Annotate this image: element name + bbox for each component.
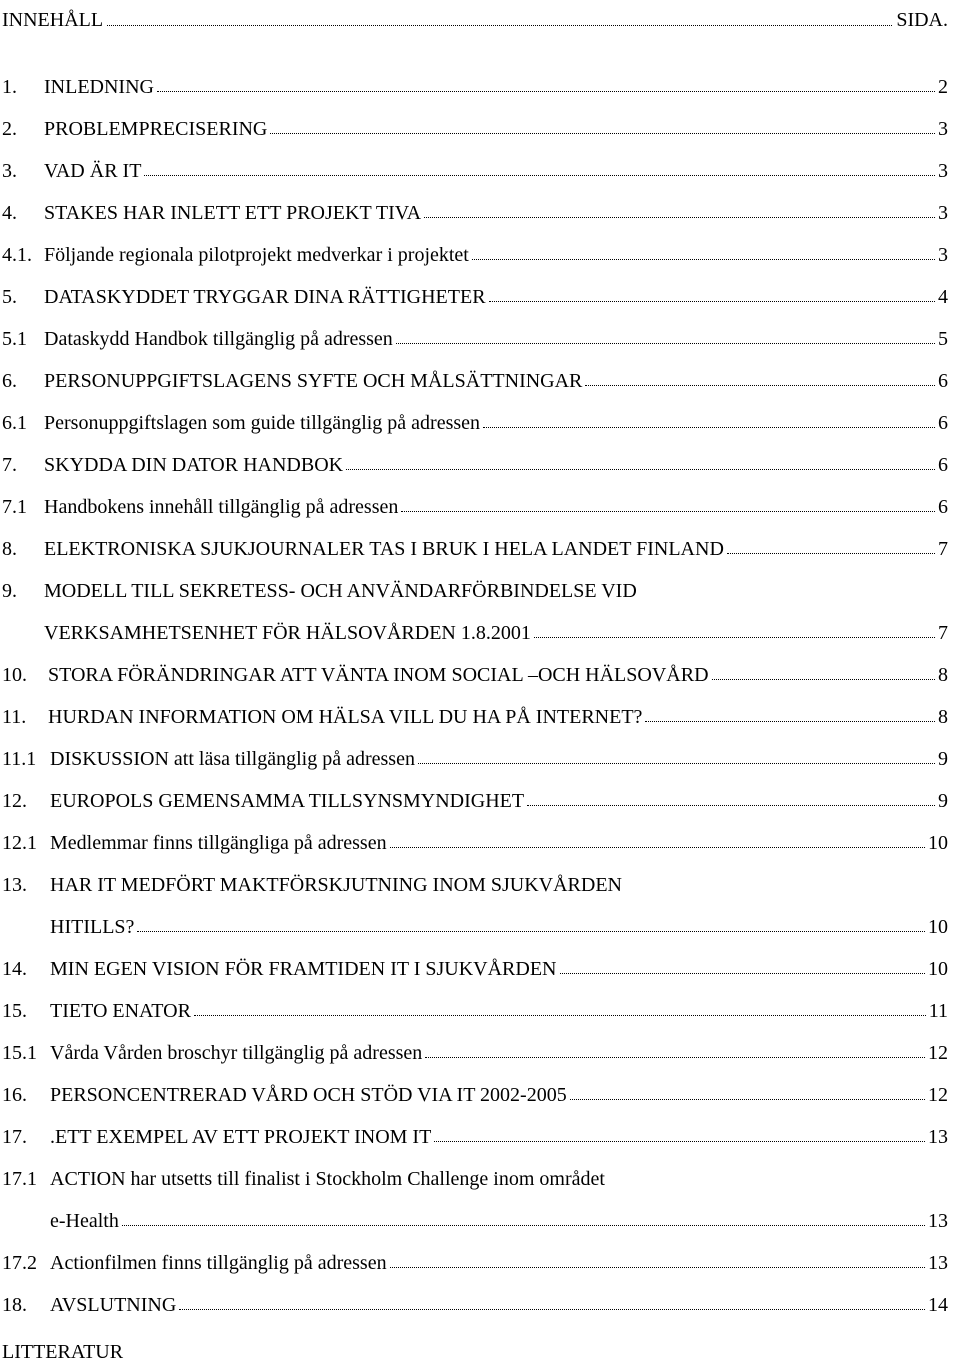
dot-leader bbox=[346, 469, 935, 470]
toc-entry-title: STORA FÖRÄNDRINGAR ATT VÄNTA INOM SOCIAL –OCH HÄLSOVÅRD bbox=[48, 664, 709, 686]
toc-entry-title: DATASKYDDET TRYGGAR DINA RÄTTIGHETER bbox=[44, 286, 486, 308]
dot-leader bbox=[534, 637, 935, 638]
toc-entry-number: 16. bbox=[2, 1084, 27, 1106]
toc-entry-number: 11. bbox=[2, 706, 27, 728]
toc-entry bbox=[0, 366, 948, 394]
toc-entry-number: 9. bbox=[2, 580, 17, 602]
dot-leader bbox=[472, 259, 935, 260]
dot-leader bbox=[396, 343, 935, 344]
toc-entry-page: 3 bbox=[938, 202, 948, 224]
toc-entry-title: DISKUSSION att läsa tillgänglig på adressen bbox=[50, 748, 415, 770]
toc-entry-page: 3 bbox=[938, 244, 948, 266]
toc-entry-continuation bbox=[0, 912, 948, 940]
toc-entry-page: 10 bbox=[928, 832, 948, 854]
toc-entry-title: STAKES HAR INLETT ETT PROJEKT TIVA bbox=[44, 202, 422, 224]
toc-entry bbox=[0, 282, 948, 310]
toc-entry-number: 7. bbox=[2, 454, 17, 476]
toc-entry-number: 1. bbox=[2, 76, 17, 98]
toc-entry-page: 6 bbox=[938, 454, 948, 476]
toc-entry-number: 17. bbox=[2, 1126, 27, 1148]
dot-leader bbox=[489, 301, 935, 302]
toc-entry-page: 6 bbox=[938, 412, 948, 434]
toc-entry bbox=[0, 114, 948, 142]
toc-entry-number: 18. bbox=[2, 1294, 27, 1316]
toc-entry-title: HURDAN INFORMATION OM HÄLSA VILL DU HA PÅ INTERNET? bbox=[48, 706, 643, 728]
dot-leader bbox=[570, 1099, 925, 1100]
toc-entry-continuation bbox=[0, 1206, 948, 1234]
toc-entry-number: 7.1 bbox=[2, 496, 27, 518]
toc-entry-title: VAD ÄR IT bbox=[44, 160, 142, 182]
toc-entry-page: 13 bbox=[928, 1126, 948, 1148]
toc-entry-page: 11 bbox=[928, 1000, 948, 1022]
toc-entry-number: 8. bbox=[2, 538, 17, 560]
toc-entry-page: 2 bbox=[938, 76, 948, 98]
toc-entry bbox=[0, 240, 948, 268]
toc-entry-title: EUROPOLS GEMENSAMMA TILLSYNSMYNDIGHET bbox=[50, 790, 525, 812]
toc-entry bbox=[0, 828, 948, 856]
toc-entry-number: 10. bbox=[2, 664, 27, 686]
toc-entry-page: 13 bbox=[928, 1252, 948, 1274]
dot-leader bbox=[144, 175, 935, 176]
toc-entry-title-continuation: VERKSAMHETSENHET FÖR HÄLSOVÅRDEN 1.8.2001 bbox=[44, 622, 531, 644]
toc-entry-page: 5 bbox=[938, 328, 948, 350]
toc-entry-title: MIN EGEN VISION FÖR FRAMTIDEN IT I SJUKVÅRDEN bbox=[50, 958, 557, 980]
dot-leader bbox=[424, 217, 935, 218]
toc-entry-title: Handbokens innehåll tillgänglig på adressen bbox=[44, 496, 399, 518]
toc-entry bbox=[0, 534, 948, 562]
toc-entry-title: MODELL TILL SEKRETESS- OCH ANVÄNDARFÖRBINDELSE VID bbox=[44, 580, 637, 602]
toc-entry-page: 3 bbox=[938, 118, 948, 140]
dot-leader bbox=[390, 847, 925, 848]
toc-entry-page: 8 bbox=[938, 664, 948, 686]
toc-entry-title: Medlemmar finns tillgängliga på adressen bbox=[50, 832, 387, 854]
toc-entry bbox=[0, 1038, 948, 1066]
toc-entry-number: 17.1 bbox=[2, 1168, 37, 1190]
toc-entry-number: 12.1 bbox=[2, 832, 37, 854]
toc-entry-page: 14 bbox=[928, 1294, 948, 1316]
toc-entry-number: 15.1 bbox=[2, 1042, 37, 1064]
toc-entry-page: 12 bbox=[928, 1084, 948, 1106]
toc-entry-title: PROBLEMPRECISERING bbox=[44, 118, 268, 140]
toc-entry-number: 12. bbox=[2, 790, 27, 812]
toc-entry bbox=[0, 744, 948, 772]
toc-entry bbox=[0, 1290, 948, 1318]
toc-entry-page: 7 bbox=[938, 538, 948, 560]
dot-leader bbox=[527, 805, 935, 806]
toc-entry-title: Personuppgiftslagen som guide tillgänglig på adressen bbox=[44, 412, 481, 434]
toc-entry-title: PERSONUPPGIFTSLAGENS SYFTE OCH MÅLSÄTTNINGAR bbox=[44, 370, 583, 392]
toc-entry bbox=[0, 786, 948, 814]
toc-entry-title: TIETO ENATOR bbox=[50, 1000, 191, 1022]
toc-entry bbox=[0, 660, 948, 688]
toc-entry-title: ELEKTRONISKA SJUKJOURNALER TAS I BRUK I HELA LANDET FINLAND bbox=[44, 538, 724, 560]
dot-leader bbox=[483, 427, 935, 428]
toc-entry-page: 4 bbox=[938, 286, 948, 308]
toc-entry-page: 10 bbox=[928, 916, 948, 938]
toc-entry-title-continuation: HITILLS? bbox=[50, 916, 135, 938]
toc-entry-title: PERSONCENTRERAD VÅRD OCH STÖD VIA IT 2002-2005 bbox=[50, 1084, 567, 1106]
toc-entry-title-continuation: e-Health bbox=[50, 1210, 119, 1232]
toc-entry-page: 13 bbox=[928, 1210, 948, 1232]
toc-entry-number: 4. bbox=[2, 202, 17, 224]
dot-leader bbox=[425, 1057, 925, 1058]
toc-entry-number: 17.2 bbox=[2, 1252, 37, 1274]
toc-entry bbox=[0, 1122, 948, 1150]
dot-leader bbox=[390, 1267, 925, 1268]
toc-entry bbox=[0, 702, 948, 730]
toc-entry-title: AVSLUTNING bbox=[50, 1294, 177, 1316]
toc-entry-page: 6 bbox=[938, 496, 948, 518]
toc-entry-title: INLEDNING bbox=[44, 76, 154, 98]
toc-entry bbox=[0, 492, 948, 520]
toc-entry-number: 3. bbox=[2, 160, 17, 182]
dot-leader bbox=[585, 385, 935, 386]
dot-leader bbox=[712, 679, 935, 680]
toc-entry-number: 11.1 bbox=[2, 748, 37, 770]
toc-entry-title: SKYDDA DIN DATOR HANDBOK bbox=[44, 454, 344, 476]
toc-entry bbox=[0, 954, 948, 982]
dot-leader bbox=[137, 931, 925, 932]
toc-entry bbox=[0, 408, 948, 436]
toc-header-page-label: SIDA. bbox=[896, 9, 948, 31]
dot-leader bbox=[179, 1309, 925, 1310]
toc-entry bbox=[0, 198, 948, 226]
toc-header-title: INNEHÅLL bbox=[2, 9, 104, 31]
dot-leader bbox=[560, 973, 926, 974]
toc-entry-page: 12 bbox=[928, 1042, 948, 1064]
toc-entry-page: 7 bbox=[938, 622, 948, 644]
toc-entry bbox=[0, 450, 948, 478]
toc-entry-number: 4.1. bbox=[2, 244, 32, 266]
toc-entry-number: 15. bbox=[2, 1000, 27, 1022]
toc-entry-number: 14. bbox=[2, 958, 27, 980]
toc-entry bbox=[0, 1164, 948, 1192]
toc-entry bbox=[0, 1248, 948, 1276]
toc-entry-number: 2. bbox=[2, 118, 17, 140]
toc-entry-number: 5.1 bbox=[2, 328, 27, 350]
dot-leader bbox=[418, 763, 935, 764]
toc-entry bbox=[0, 996, 948, 1024]
toc-entry-page: 8 bbox=[938, 706, 948, 728]
toc-entry bbox=[0, 870, 948, 898]
toc-entry-title: Actionfilmen finns tillgänglig på adressen bbox=[50, 1252, 387, 1274]
toc-entry-title: .ETT EXEMPEL AV ETT PROJEKT INOM IT bbox=[50, 1126, 432, 1148]
toc-entry bbox=[0, 576, 948, 604]
dot-leader bbox=[270, 133, 935, 134]
toc-entry-number: 6. bbox=[2, 370, 17, 392]
toc-entry-title: Följande regionala pilotprojekt medverkar i projektet bbox=[44, 244, 469, 266]
dot-leader bbox=[157, 91, 935, 92]
toc-entry-continuation bbox=[0, 618, 948, 646]
toc-entry-number: 6.1 bbox=[2, 412, 27, 434]
dot-leader bbox=[645, 721, 935, 722]
dot-leader bbox=[401, 511, 935, 512]
toc-entry bbox=[0, 1080, 948, 1108]
toc-last-heading: LITTERATUR bbox=[2, 1341, 124, 1363]
dot-leader bbox=[194, 1015, 926, 1016]
toc-entry bbox=[0, 72, 948, 100]
toc-entry bbox=[0, 324, 948, 352]
dot-leader bbox=[727, 553, 935, 554]
toc-entry-page: 6 bbox=[938, 370, 948, 392]
dot-leader bbox=[122, 1225, 925, 1226]
toc-entry-page: 9 bbox=[938, 748, 948, 770]
dot-leader bbox=[434, 1141, 925, 1142]
toc-entry-title: Vårda Vården broschyr tillgänglig på adressen bbox=[50, 1042, 423, 1064]
toc-entry-page: 3 bbox=[938, 160, 948, 182]
toc-entry bbox=[0, 156, 948, 184]
toc-entry-title: Dataskydd Handbok tillgänglig på adressen bbox=[44, 328, 393, 350]
toc-entry-title: ACTION har utsetts till finalist i Stockholm Challenge inom området bbox=[50, 1168, 605, 1190]
toc-entry-page: 9 bbox=[938, 790, 948, 812]
toc-entry-title: HAR IT MEDFÖRT MAKTFÖRSKJUTNING INOM SJUKVÅRDEN bbox=[50, 874, 622, 896]
toc-entry-page: 10 bbox=[928, 958, 948, 980]
toc-entry-number: 5. bbox=[2, 286, 17, 308]
toc-entry-number: 13. bbox=[2, 874, 27, 896]
